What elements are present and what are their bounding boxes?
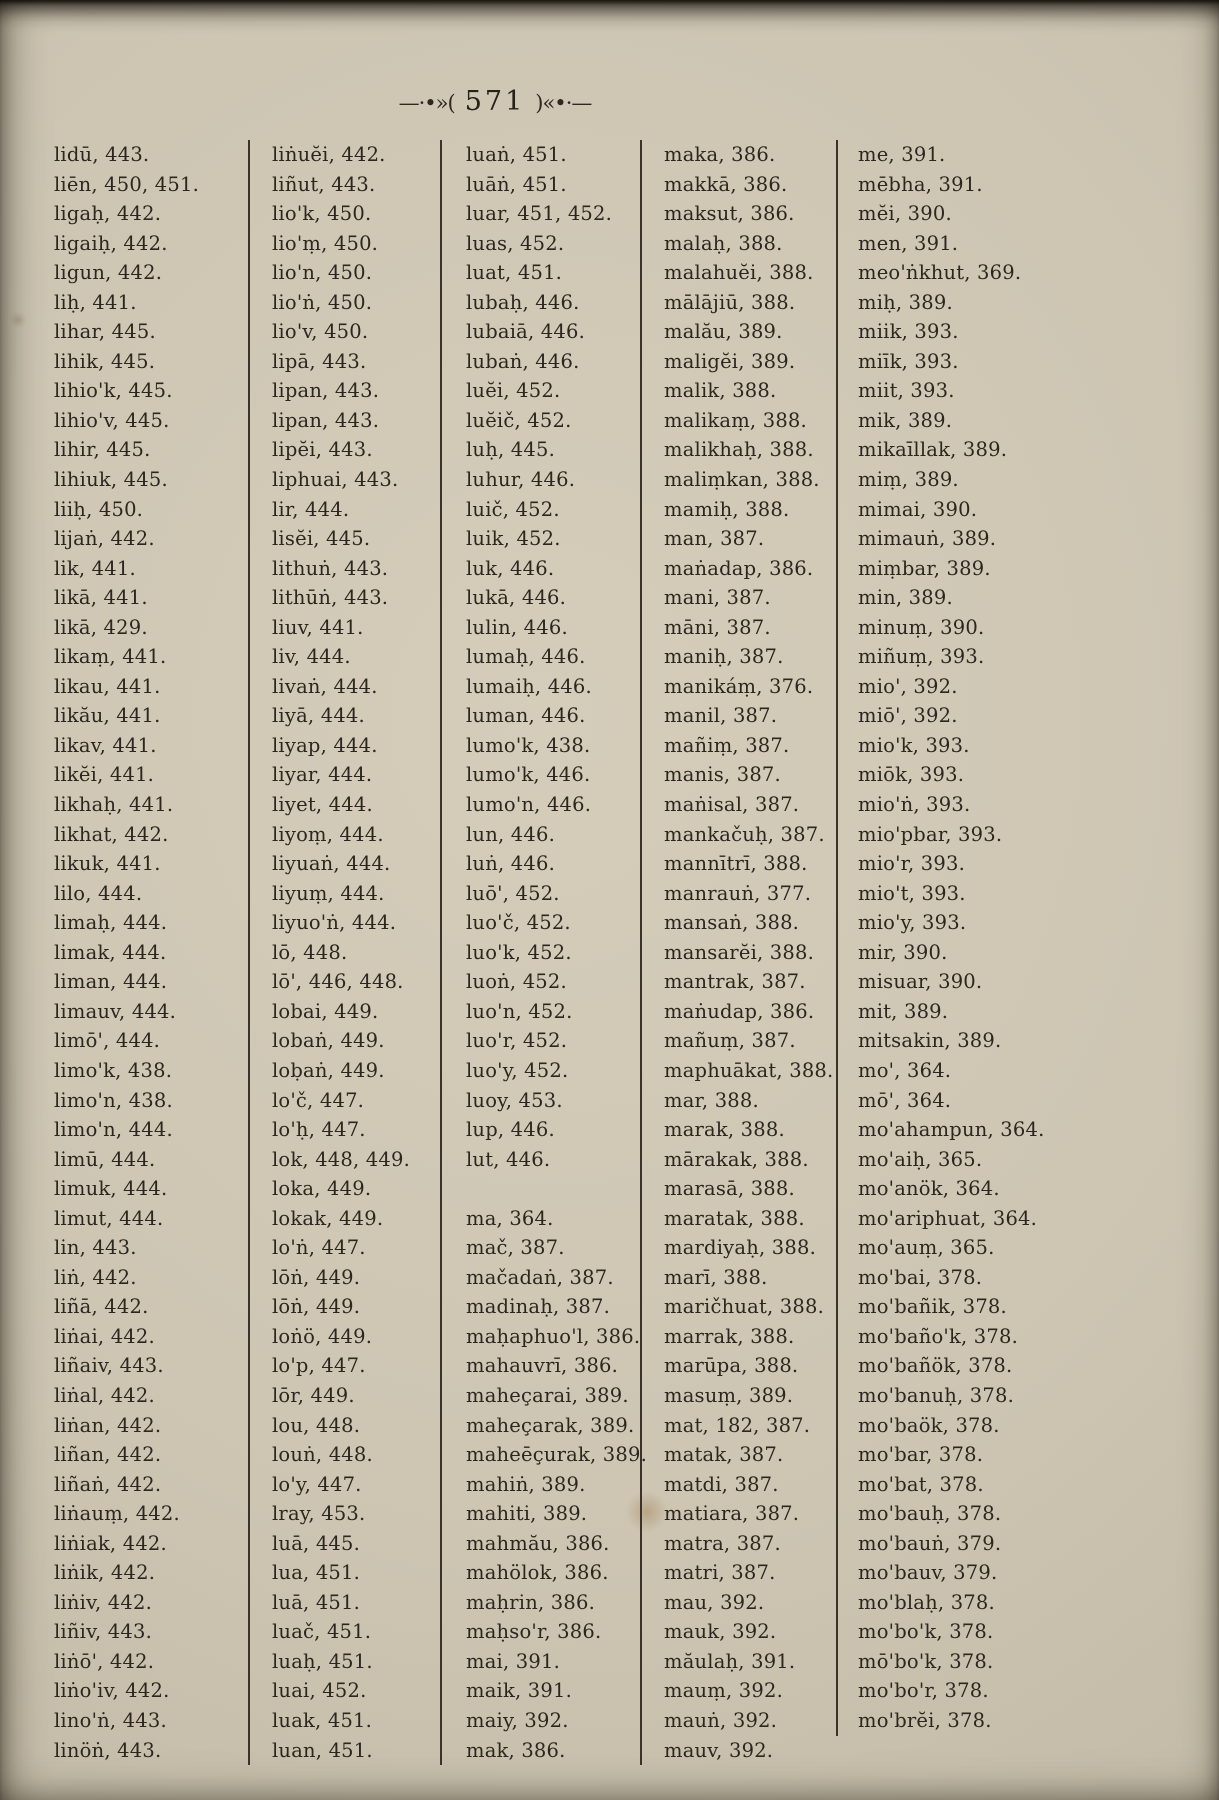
index-entry: mahölok, 386. (466, 1561, 609, 1585)
index-entry: lisĕi, 445. (272, 527, 371, 551)
index-entry: lilo, 444. (54, 881, 143, 905)
index-entry: mo'bo'r, 378. (858, 1679, 989, 1703)
index-entry: manis, 387. (664, 763, 781, 787)
index-entry: mālājiū, 388. (664, 290, 796, 314)
index-entry: lijaṅ, 442. (54, 527, 155, 551)
index-entry: loḅaṅ, 449. (272, 1058, 385, 1082)
index-entry: liṅauṃ, 442. (54, 1502, 180, 1526)
index-entry: liyar, 444. (272, 763, 373, 787)
index-entry: lio'n, 450. (272, 261, 373, 285)
index-entry: lōr, 449. (272, 1383, 355, 1407)
index-entry: malahuĕi, 388. (664, 261, 814, 285)
index-entry: min, 389. (858, 586, 953, 610)
index-entry: manil, 387. (664, 704, 778, 728)
index-entry: mardiyaḥ, 388. (664, 1236, 816, 1260)
index-entry: manrauṅ, 377. (664, 881, 812, 905)
index-entry: mani, 387. (664, 586, 771, 610)
index-entry: liṅuĕi, 442. (272, 143, 386, 166)
index-entry: mantrak, 387. (664, 970, 806, 994)
index-entry: liṅiv, 442. (54, 1590, 152, 1614)
index-entry: matak, 387. (664, 1443, 784, 1467)
index-entry: mat, 182, 387. (664, 1413, 811, 1437)
index-entry: liphuai, 443. (272, 468, 399, 492)
index-entry: mimai, 390. (858, 497, 978, 521)
index-entry: lio'k, 450. (272, 202, 372, 226)
index-entry: mansarĕi, 388. (664, 940, 815, 964)
header-ornament-left: —·•»( (398, 91, 455, 115)
index-entry: miṃ, 389. (858, 468, 959, 492)
index-entry: lubaṅ, 446. (466, 349, 580, 373)
index-entry: linöṅ, 443. (54, 1738, 162, 1762)
index-entry: loka, 449. (272, 1177, 372, 1201)
index-entry: lipan, 443. (272, 408, 380, 432)
index-entry: luo'k, 452. (466, 940, 572, 964)
index-entry: limū, 444. (54, 1147, 156, 1171)
index-entry: liṅai, 442. (54, 1324, 155, 1348)
index-entry: lokak, 449. (272, 1206, 384, 1230)
index-entry: mo'auṃ, 365. (858, 1236, 995, 1260)
index-entry: mauk, 392. (664, 1620, 777, 1644)
index-entry: mo'brĕi, 378. (858, 1708, 992, 1732)
index-entry: mo'bai, 378. (858, 1265, 983, 1289)
index-entry: mo'anök, 364. (858, 1177, 1000, 1201)
index-entry: lulin, 446. (466, 615, 568, 639)
index-entry: liyā, 444. (272, 704, 365, 728)
index-entry: mai, 391. (466, 1649, 560, 1673)
index-entry: lobaṅ, 449. (272, 1029, 385, 1053)
index-entry: maṅadap, 386. (664, 556, 814, 580)
index-entry: liṅan, 442. (54, 1413, 162, 1437)
index-entry: liṅ, 442. (54, 1265, 137, 1289)
index-entry: mo'bo'k, 378. (858, 1620, 994, 1644)
index-entry: mačadaṅ, 387. (466, 1265, 614, 1289)
index-entry: lihio'v, 445. (54, 408, 170, 432)
index-entry: luĕi, 452. (466, 379, 561, 403)
index-entry: miō', 392. (858, 704, 958, 728)
index-entry: măulaḥ, 391. (664, 1649, 796, 1673)
index-column-5 (836, 140, 1076, 1736)
index-entry: miñuṃ, 393. (858, 645, 985, 669)
index-entry: luĕič, 452. (466, 408, 572, 432)
index-entry: limo'k, 438. (54, 1058, 173, 1082)
index-entry: malikaṃ, 388. (664, 408, 807, 432)
index-entry: lobai, 449. (272, 999, 379, 1023)
index-entry: luaḥ, 451. (272, 1649, 373, 1673)
index-entry: malaḥ, 388. (664, 231, 783, 255)
index-entry: maik, 391. (466, 1679, 572, 1703)
index-entry: lihir, 445. (54, 438, 151, 462)
index-entry: liñan, 442. (54, 1443, 162, 1467)
blank-row (466, 1174, 640, 1204)
index-entry: mañiṃ, 387. (664, 733, 790, 757)
index-entry: lihik, 445. (54, 349, 156, 373)
index-entry: lubaḥ, 446. (466, 290, 580, 314)
index-entry: meo'ṅkhut, 369. (858, 261, 1022, 285)
index-entry: lithūṅ, 443. (272, 586, 389, 610)
index-entry: mō', 364. (858, 1088, 952, 1112)
index-entry: maniḥ, 387. (664, 645, 784, 669)
index-entry: liñā, 442. (54, 1295, 149, 1319)
index-entry: miḥ, 389. (858, 290, 953, 314)
index-entry: lio'v, 450. (272, 320, 369, 344)
index-entry: mĕi, 390. (858, 202, 952, 226)
index-entry: lun, 446. (466, 822, 555, 846)
index-entry: men, 391. (858, 231, 959, 255)
index-entry: mō'bo'k, 378. (858, 1649, 994, 1673)
index-entry: limauv, 444. (54, 999, 177, 1023)
index-entry: mēbha, 391. (858, 172, 983, 196)
index-entry: mankačuḥ, 387. (664, 822, 825, 846)
index-entry: luo'č, 452. (466, 911, 571, 935)
index-entry: louṅ, 448. (272, 1443, 373, 1467)
index-entry: luas, 452. (466, 231, 565, 255)
index-entry: matra, 387. (664, 1531, 781, 1555)
index-entry: liñaiv, 443. (54, 1354, 164, 1378)
index-entry: matdi, 387. (664, 1472, 779, 1496)
index-entry: mahmău, 386. (466, 1531, 610, 1555)
index-column-2 (248, 140, 440, 1765)
index-entry: matri, 387. (664, 1561, 776, 1585)
index-entry: liv, 444. (272, 645, 351, 669)
index-entry: me, 391. (858, 143, 946, 166)
index-columns (54, 140, 1076, 1765)
index-entry: mauṃ, 392. (664, 1679, 783, 1703)
index-entry: liuv, 441. (272, 615, 364, 639)
index-entry: ligun, 442. (54, 261, 163, 285)
index-entry: lōṅ, 449. (272, 1265, 361, 1289)
index-entry: liēn, 450, 451. (54, 172, 200, 196)
index-entry: lipĕi, 443. (272, 438, 373, 462)
index-entry: mo'bauv, 379. (858, 1561, 998, 1585)
index-entry: lihiuk, 445. (54, 468, 168, 492)
index-entry: mahiti, 389. (466, 1502, 588, 1526)
index-column-1 (54, 140, 248, 1765)
index-entry: ligaiḥ, 442. (54, 231, 168, 255)
index-entry: maiy, 392. (466, 1708, 569, 1732)
index-entry: lray, 453. (272, 1502, 366, 1526)
index-entry: luṅ, 446. (466, 852, 555, 876)
index-entry: lut, 446. (466, 1147, 551, 1171)
index-entry: mio'ṅ, 393. (858, 793, 971, 817)
index-entry: marī, 388. (664, 1265, 768, 1289)
index-entry: lo'ṅ, 447. (272, 1236, 366, 1260)
index-entry: luā, 451. (272, 1590, 361, 1614)
index-entry: luič, 452. (466, 497, 560, 521)
index-entry: lin, 443. (54, 1236, 137, 1260)
index-entry: mo'bauḥ, 378. (858, 1502, 1002, 1526)
index-entry: maheçarai, 389. (466, 1383, 629, 1407)
index-entry: limuk, 444. (54, 1177, 168, 1201)
index-entry: mahauvrī, 386. (466, 1354, 619, 1378)
index-entry: lok, 448, 449. (272, 1147, 411, 1171)
index-entry: liṅal, 442. (54, 1383, 155, 1407)
index-entry: mio't, 393. (858, 881, 966, 905)
index-entry: maḥrin, 386. (466, 1590, 596, 1614)
header-ornament-right: )«•·— (535, 91, 592, 115)
index-entry: mimauṅ, 389. (858, 527, 997, 551)
index-entry: maheçarak, 389. (466, 1413, 635, 1437)
index-entry: lir, 444. (272, 497, 350, 521)
index-entry: limo'n, 444. (54, 1118, 173, 1142)
index-entry: liman, 444. (54, 970, 168, 994)
index-entry: mač, 387. (466, 1236, 565, 1260)
index-entry: lumo'k, 438. (466, 733, 591, 757)
index-entry: masuṃ, 389. (664, 1383, 794, 1407)
index-entry: liṅō', 442. (54, 1649, 155, 1673)
index-entry: liyuo'ṅ, 444. (272, 911, 397, 935)
index-entry: lio'ṅ, 450. (272, 290, 373, 314)
index-entry: luaṅ, 451. (466, 143, 567, 166)
index-entry: luo'n, 452. (466, 999, 573, 1023)
index-entry: lua, 451. (272, 1561, 361, 1585)
index-column-3 (440, 140, 648, 1765)
index-entry: miit, 393. (858, 379, 955, 403)
index-entry: lumo'n, 446. (466, 793, 592, 817)
index-entry: liyap, 444. (272, 733, 378, 757)
index-entry: limo'n, 438. (54, 1088, 173, 1112)
index-entry: mo'blaḥ, 378. (858, 1590, 995, 1614)
index-entry: liñiv, 443. (54, 1620, 152, 1644)
index-entry: liyoṃ, 444. (272, 822, 384, 846)
index-entry: mamiḥ, 388. (664, 497, 790, 521)
index-entry: maričhuat, 388. (664, 1295, 824, 1319)
index-entry: luač, 451. (272, 1620, 372, 1644)
index-entry: likā, 441. (54, 586, 148, 610)
index-entry: lo'ḥ, 447. (272, 1118, 366, 1142)
index-entry: likĕi, 441. (54, 763, 155, 787)
index-entry: liḥ, 441. (54, 290, 137, 314)
index-entry: mo'bauṅ, 379. (858, 1531, 1002, 1555)
index-entry: mio', 392. (858, 674, 958, 698)
index-entry: maḥaphuo'l, 386. (466, 1324, 641, 1348)
index-entry: mo'ariphuat, 364. (858, 1206, 1038, 1230)
index-entry: mo'ahampun, 364. (858, 1118, 1045, 1142)
index-entry: mar, 388. (664, 1088, 759, 1112)
index-entry: luai, 452. (272, 1679, 367, 1703)
index-entry: mo'baño'k, 378. (858, 1324, 1018, 1348)
index-entry: limō', 444. (54, 1029, 161, 1053)
index-entry: liyuṃ, 444. (272, 881, 385, 905)
index-entry: lumo'k, 446. (466, 763, 591, 787)
index-entry: minuṃ, 390. (858, 615, 985, 639)
index-entry: mo'bañök, 378. (858, 1354, 1013, 1378)
index-entry: limut, 444. (54, 1206, 164, 1230)
index-entry: miīk, 393. (858, 349, 959, 373)
index-entry: liṅik, 442. (54, 1561, 156, 1585)
index-entry: ligaḥ, 442. (54, 202, 162, 226)
index-entry: maligĕi, 389. (664, 349, 796, 373)
index-entry: mo'aiḥ, 365. (858, 1147, 983, 1171)
index-entry: lup, 446. (466, 1118, 555, 1142)
page-number-header (0, 86, 990, 117)
index-entry: lō, 448. (272, 940, 348, 964)
index-entry: luhur, 446. (466, 468, 576, 492)
index-entry: lio'ṃ, 450. (272, 231, 379, 255)
index-entry: luoṅ, 452. (466, 970, 567, 994)
index-entry: luoy, 453. (466, 1088, 563, 1112)
index-entry: mik, 389. (858, 408, 953, 432)
index-entry: liyet, 444. (272, 793, 373, 817)
index-entry: livaṅ, 444. (272, 674, 378, 698)
index-entry: loṅö, 449. (272, 1324, 373, 1348)
index-entry: mo'bar, 378. (858, 1443, 984, 1467)
index-entry: marrak, 388. (664, 1324, 795, 1348)
index-entry: mio'pbar, 393. (858, 822, 1003, 846)
index-entry: mir, 390. (858, 940, 948, 964)
index-entry: limak, 444. (54, 940, 167, 964)
index-entry: maksut, 386. (664, 202, 795, 226)
index-entry: maṅudap, 386. (664, 999, 815, 1023)
index-entry: mau, 392. (664, 1590, 765, 1614)
index-entry: luik, 452. (466, 527, 561, 551)
index-column-4 (640, 140, 836, 1765)
index-entry: maliṃkan, 388. (664, 468, 820, 492)
index-entry: lithuṅ, 443. (272, 556, 389, 580)
index-entry: miik, 393. (858, 320, 959, 344)
index-entry: liṅiak, 442. (54, 1531, 167, 1555)
index-entry: marak, 388. (664, 1118, 785, 1142)
index-entry: liyuaṅ, 444. (272, 852, 391, 876)
index-entry: mio'y, 393. (858, 911, 967, 935)
index-entry: luman, 446. (466, 704, 586, 728)
index-entry: luo'r, 452. (466, 1029, 568, 1053)
index-entry: mansaṅ, 388. (664, 911, 800, 935)
index-entry: likău, 441. (54, 704, 161, 728)
index-entry: marasā, 388. (664, 1177, 795, 1201)
index-entry: lubaiā, 446. (466, 320, 585, 344)
index-entry: miṃbar, 389. (858, 556, 991, 580)
index-entry: lo'č, 447. (272, 1088, 365, 1112)
index-entry: likau, 441. (54, 674, 161, 698)
index-entry: mitsakin, 389. (858, 1029, 1002, 1053)
index-entry: likhaḥ, 441. (54, 793, 174, 817)
index-entry: liṅo'iv, 442. (54, 1679, 170, 1703)
index-entry: mo'banuḥ, 378. (858, 1383, 1014, 1407)
index-entry: mo'bat, 378. (858, 1472, 984, 1496)
index-entry: liñaṅ, 442. (54, 1472, 162, 1496)
index-entry: mio'r, 393. (858, 852, 966, 876)
index-entry: likaṃ, 441. (54, 645, 167, 669)
index-entry: ma, 364. (466, 1206, 554, 1230)
index-entry: lo'y, 447. (272, 1472, 362, 1496)
index-entry: lik, 441. (54, 556, 136, 580)
index-entry: marūpa, 388. (664, 1354, 799, 1378)
page-number: 571 (464, 86, 526, 117)
index-entry: man, 387. (664, 527, 765, 551)
index-entry: luk, 446. (466, 556, 555, 580)
index-entry: liñut, 443. (272, 172, 376, 196)
index-entry: makkā, 386. (664, 172, 788, 196)
index-entry: matiara, 387. (664, 1502, 800, 1526)
index-entry: lōṅ, 449. (272, 1295, 361, 1319)
index-entry: maḥso'r, 386. (466, 1620, 602, 1644)
index-entry: maphuākat, 388. (664, 1058, 834, 1082)
index-entry: luā, 445. (272, 1531, 361, 1555)
index-entry: mio'k, 393. (858, 733, 970, 757)
index-entry: lino'ṅ, 443. (54, 1708, 167, 1732)
index-entry: luo'y, 452. (466, 1058, 569, 1082)
index-entry: madinaḥ, 387. (466, 1295, 610, 1319)
index-entry: mārakak, 388. (664, 1147, 809, 1171)
index-entry: mannītrī, 388. (664, 852, 808, 876)
index-entry: lō', 446, 448. (272, 970, 404, 994)
index-entry: luḥ, 445. (466, 438, 555, 462)
index-entry: mit, 389. (858, 999, 949, 1023)
index-entry: lipā, 443. (272, 349, 367, 373)
index-entry: luak, 451. (272, 1708, 373, 1732)
index-entry: mañuṃ, 387. (664, 1029, 796, 1053)
index-entry: manikáṃ, 376. (664, 674, 814, 698)
index-entry: lidū, 443. (54, 143, 150, 166)
index-entry: luāṅ, 451. (466, 172, 567, 196)
index-entry: limaḥ, 444. (54, 911, 168, 935)
index-entry: luan, 451. (272, 1738, 373, 1762)
index-entry: malău, 389. (664, 320, 783, 344)
index-entry: luat, 451. (466, 261, 563, 285)
index-entry: mo', 364. (858, 1058, 952, 1082)
index-entry: mauṅ, 392. (664, 1708, 778, 1732)
index-entry: malikhaḥ, 388. (664, 438, 814, 462)
index-entry: lumaḥ, 446. (466, 645, 586, 669)
index-entry: luar, 451, 452. (466, 202, 613, 226)
index-entry: lihar, 445. (54, 320, 156, 344)
index-entry: lukā, 446. (466, 586, 567, 610)
index-entry: lumaiḥ, 446. (466, 674, 592, 698)
index-entry: maratak, 388. (664, 1206, 805, 1230)
index-entry: mo'baök, 378. (858, 1413, 1000, 1437)
index-entry: likuk, 441. (54, 852, 161, 876)
index-entry: mahiṅ, 389. (466, 1472, 586, 1496)
index-entry: luō', 452. (466, 881, 560, 905)
index-entry: lipan, 443. (272, 379, 380, 403)
index-entry: lou, 448. (272, 1413, 361, 1437)
index-entry: maheēçurak, 389. (466, 1443, 648, 1467)
index-entry: likav, 441. (54, 733, 157, 757)
index-entry: maka, 386. (664, 143, 776, 166)
index-entry: malik, 388. (664, 379, 777, 403)
index-entry: misuar, 390. (858, 970, 983, 994)
index-entry: mikaīllak, 389. (858, 438, 1008, 462)
index-entry: lihio'k, 445. (54, 379, 173, 403)
index-entry: liiḥ, 450. (54, 497, 144, 521)
index-entry: miōk, 393. (858, 763, 965, 787)
index-entry: likā, 429. (54, 615, 148, 639)
index-entry: mak, 386. (466, 1738, 566, 1762)
index-entry: māni, 387. (664, 615, 771, 639)
index-entry: likhat, 442. (54, 822, 169, 846)
index-entry: maṅisal, 387. (664, 793, 800, 817)
index-entry: mauv, 392. (664, 1738, 774, 1762)
index-entry: mo'bañik, 378. (858, 1295, 1007, 1319)
index-entry: lo'p, 447. (272, 1354, 366, 1378)
